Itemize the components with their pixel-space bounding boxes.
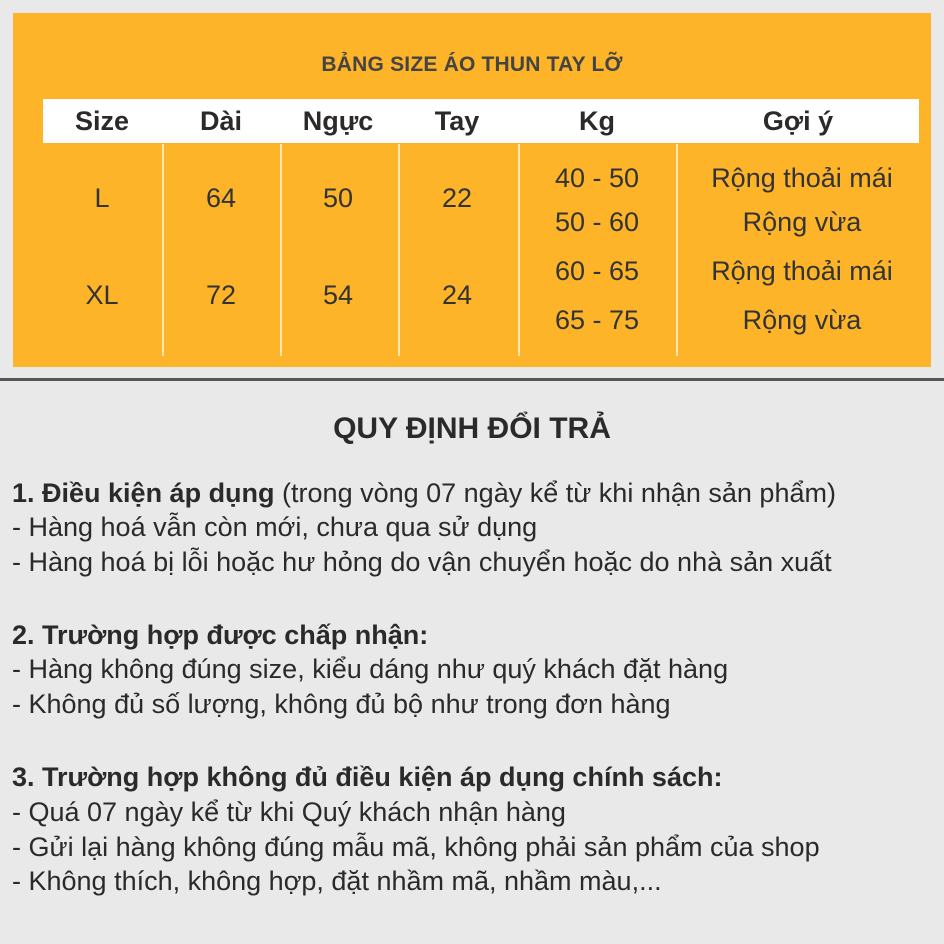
section-2-heading-bold: 2. Trường hợp được chấp nhận: bbox=[12, 620, 429, 650]
column-divider bbox=[162, 144, 164, 356]
column-divider bbox=[398, 144, 400, 356]
section-1-heading-bold: 1. Điều kiện áp dụng bbox=[12, 478, 275, 508]
row-xl-goi-y-2: Rộng vừa bbox=[742, 305, 862, 335]
section-1-heading-suffix: (trong vòng 07 ngày kể từ khi nhận sản phẩm) bbox=[274, 478, 836, 508]
size-chart-header-row bbox=[43, 99, 919, 143]
header-tay: Tay bbox=[434, 106, 480, 136]
section-3-item: - Quá 07 ngày kể từ khi Quý khách nhận hàng bbox=[12, 797, 566, 827]
section-2-item: - Hàng không đúng size, kiểu dáng như quý khách đặt hàng bbox=[12, 654, 729, 684]
row-xl-goi-y-1: Rộng thoải mái bbox=[711, 256, 893, 286]
row-xl-kg-1: 60 - 65 bbox=[554, 256, 640, 286]
section-1-item: - Hàng hoá vẫn còn mới, chưa qua sử dụng bbox=[12, 512, 538, 542]
column-divider bbox=[280, 144, 282, 356]
section-1-heading bbox=[12, 478, 836, 509]
row-xl-dai: 72 bbox=[205, 280, 237, 310]
row-xl-kg-2: 65 - 75 bbox=[554, 305, 640, 335]
section-2-heading bbox=[12, 620, 428, 651]
row-xl-nguc: 54 bbox=[322, 280, 354, 310]
section-3-item: - Gửi lại hàng không đúng mẫu mã, không phải sản phẩm của shop bbox=[12, 832, 820, 862]
header-dai: Dài bbox=[199, 106, 243, 136]
row-xl-size: XL bbox=[85, 280, 119, 310]
size-chart-panel bbox=[13, 13, 931, 367]
size-chart-title: BẢNG SIZE ÁO THUN TAY LỠ bbox=[321, 53, 623, 76]
policy-title: QUY ĐỊNH ĐỔI TRẢ bbox=[333, 412, 611, 445]
header-size: Size bbox=[74, 106, 130, 136]
row-l-goi-y-1: Rộng thoải mái bbox=[711, 163, 893, 193]
section-2-item: - Không đủ số lượng, không đủ bộ như trong đơn hàng bbox=[12, 689, 671, 719]
section-3-heading-bold: 3. Trường hợp không đủ điều kiện áp dụng chính sách: bbox=[12, 762, 723, 792]
section-3-heading bbox=[12, 762, 722, 793]
row-l-tay: 22 bbox=[441, 183, 473, 213]
row-l-dai: 64 bbox=[205, 183, 237, 213]
section-1-item: - Hàng hoá bị lỗi hoặc hư hỏng do vận chuyển hoặc do nhà sản xuất bbox=[12, 547, 832, 577]
header-nguc: Ngực bbox=[302, 106, 374, 136]
row-l-size: L bbox=[94, 183, 110, 213]
row-l-goi-y-2: Rộng vừa bbox=[742, 207, 862, 237]
row-l-kg-1: 40 - 50 bbox=[554, 163, 640, 193]
row-l-nguc: 50 bbox=[322, 183, 354, 213]
section-divider bbox=[0, 378, 944, 381]
header-goi-y: Gợi ý bbox=[762, 106, 834, 136]
row-l-kg-2: 50 - 60 bbox=[554, 207, 640, 237]
header-kg: Kg bbox=[579, 106, 615, 136]
section-3-item: - Không thích, không hợp, đặt nhầm mã, nhầm màu,... bbox=[12, 866, 662, 896]
row-xl-tay: 24 bbox=[441, 280, 473, 310]
